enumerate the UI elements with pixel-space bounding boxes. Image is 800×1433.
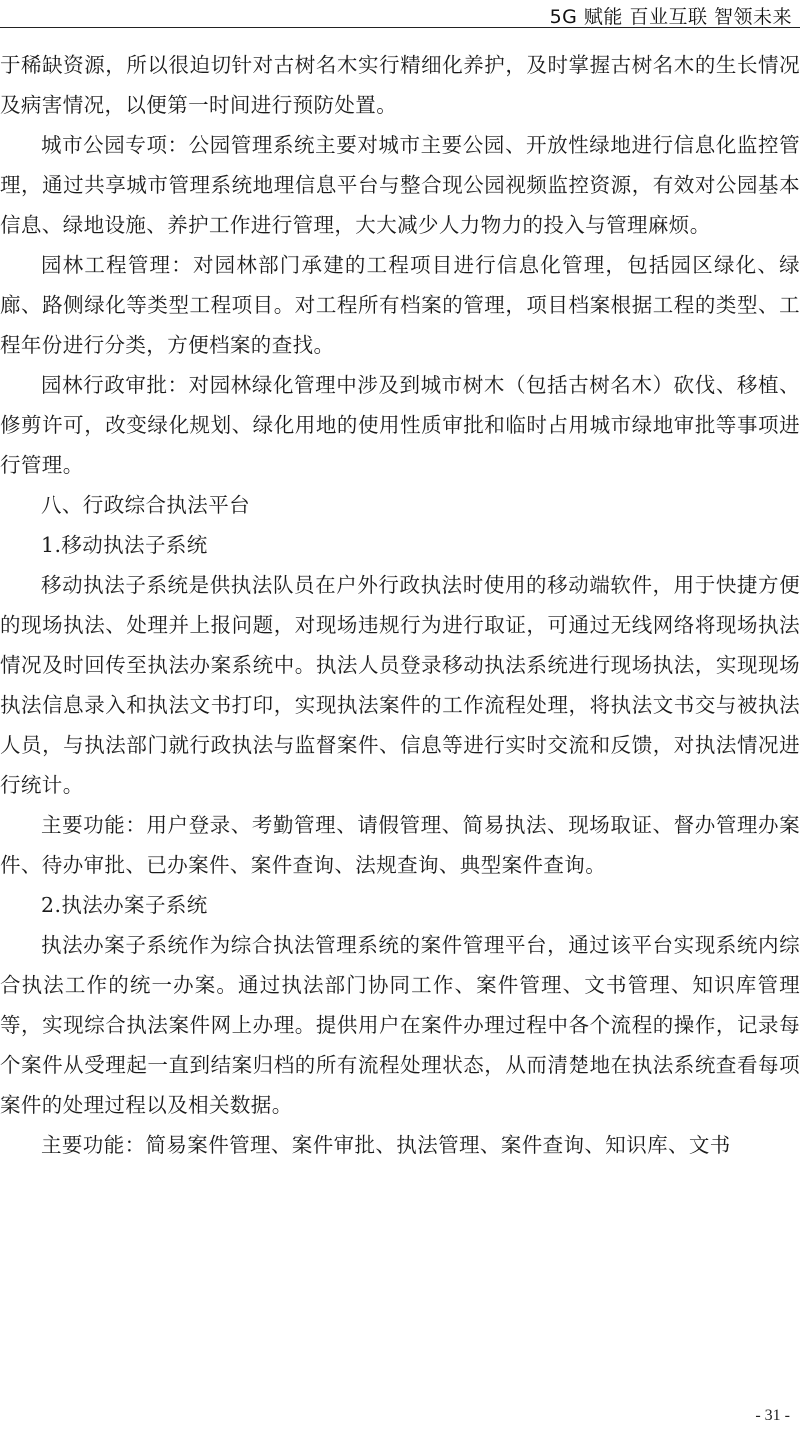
page-header xyxy=(0,0,800,30)
page-number: - 31 - xyxy=(755,1407,790,1424)
subsection-heading-case-handling: 2.执法办案子系统 xyxy=(41,893,208,917)
paragraph-case-functions: 主要功能：简易案件管理、案件审批、执法管理、案件查询、知识库、文书 xyxy=(41,1133,731,1157)
paragraph-garden-engineering: 园林工程管理：对园林部门承建的工程项目进行信息化管理，包括园区绿化、绿廊、路侧绿化等类型工程项目。对工程所有档案的管理，项目档案根据工程的类型、工程年份进行分类，方便档案的查找。 xyxy=(0,253,800,357)
paragraph-continuation: 于稀缺资源，所以很迫切针对古树名木实行精细化养护，及时掌握古树名木的生长情况及病害情况，以便第一时间进行预防处置。 xyxy=(0,53,800,117)
section-heading-enforcement-platform: 八、行政综合执法平台 xyxy=(41,493,250,517)
subsection-heading-mobile-enforcement: 1.移动执法子系统 xyxy=(41,533,208,557)
paragraph-mobile-functions: 主要功能：用户登录、考勤管理、请假管理、简易执法、现场取证、督办管理办案件、待办审批、已办案件、案件查询、法规查询、典型案件查询。 xyxy=(0,813,800,877)
paragraph-city-park: 城市公园专项：公园管理系统主要对城市主要公园、开放性绿地进行信息化监控管理，通过共享城市管理系统地理信息平台与整合现公园视频监控资源，有效对公园基本信息、绿地设施、养护工作进行管理，大大减少人力物力的投入与管理麻烦。 xyxy=(0,133,800,237)
header-divider xyxy=(0,27,800,28)
paragraph-mobile-enforcement: 移动执法子系统是供执法队员在户外行政执法时使用的移动端软件，用于快捷方便的现场执法、处理并上报问题，对现场违规行为进行取证，可通过无线网络将现场执法情况及时回传至执法办案系统中。执法人员登录移动执法系统进行现场执法，实现现场执法信息录入和执法文书打印，实现执法案件的工作流程处理，将执法文书交与被执法人员，与执法部门就行政执法与监督案件、信息等进行实时交流和反馈，对执法情况进行统计。 xyxy=(0,573,800,797)
paragraph-garden-approval: 园林行政审批：对园林绿化管理中涉及到城市树木（包括古树名木）砍伐、移植、修剪许可，改变绿化规划、绿化用地的使用性质审批和临时占用城市绿地审批等事项进行管理。 xyxy=(0,373,800,477)
paragraph-case-handling: 执法办案子系统作为综合执法管理系统的案件管理平台，通过该平台实现系统内综合执法工作的统一办案。通过执法部门协同工作、案件管理、文书管理、知识库管理等，实现综合执法案件网上办理。提供用户在案件办理过程中各个流程的操作，记录每个案件从受理起一直到结案归档的所有流程处理状态，从而清楚地在执法系统查看每项案件的处理过程以及相关数据。 xyxy=(0,933,800,1117)
document-body xyxy=(0,45,800,1165)
header-slogan: 5G 赋能 百业互联 智领未来 xyxy=(549,6,792,28)
